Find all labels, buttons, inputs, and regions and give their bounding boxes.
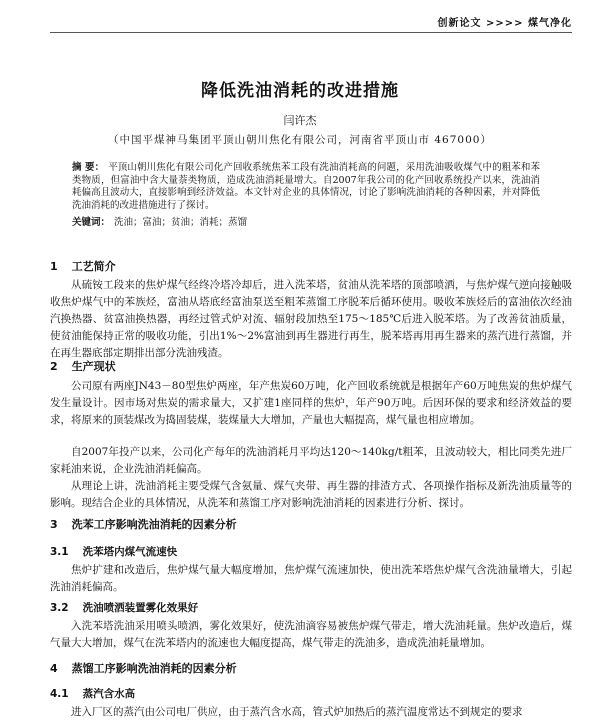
section-title: 蒸馏工序影响洗油消耗的因素分析 <box>71 662 237 675</box>
paragraph: 自2007年投产以来，公司化产每年的洗油消耗月平均达120～140kg/t粗苯，且波动较大，相比同类先进厂家耗油来说，企业洗油消耗偏高。 <box>50 446 572 475</box>
subsection-heading <box>50 600 198 615</box>
paragraph: 进入厂区的蒸汽由公司电厂供应，由于蒸汽含水高，管式炉加热后的蒸汽温度常达不到规定的要求 <box>71 706 523 718</box>
paragraph: 焦炉扩建和改造后，焦炉煤气量大幅度增加，焦炉煤气流速加快，使出洗苯塔焦炉煤气含洗油量增大，引起洗油消耗偏高。 <box>50 564 572 593</box>
section-heading <box>50 258 116 274</box>
section-number: 4.1 <box>50 688 69 700</box>
section-number: 2 <box>50 360 58 373</box>
paragraph: 从硫铵工段来的焦炉煤气经终冷塔冷却后，进入洗苯塔，贫油从洗苯塔的顶部喷洒，与焦炉煤气逆向接触吸收焦炉煤气中的苯族烃，富油从塔底经富油泵送至粗苯蒸馏工序脱苯后循环使用。吸收苯族烃后的富油依次经油汽换热器、贫富油换热器，再经过管式炉对流、辐射段加热至175～185℃后进入脱苯塔。为了改善贫油质量，使贫油能保持正常的吸收功能，引出1%～2%富油到再生器进行再生，脱苯塔再用再生器来的蒸汽进行蒸馏，并在再生器底部定期排出部分洗油残渣。 <box>50 279 572 359</box>
section-title: 蒸汽含水高 <box>82 688 136 700</box>
paragraph: 入洗苯塔洗油采用喷头喷洒，雾化效果好，使洗油滴容易被焦炉煤气带走，增大洗油耗量。焦炉改造后，煤气量大大增加，煤气在洗苯塔内的流速也大幅度提高，煤气带走的洗油多，造成洗油耗量增加。 <box>50 620 572 649</box>
author: 闫许杰 <box>283 114 317 127</box>
journal-header: 创新论文 >>>> 煤气净化 <box>437 18 572 29</box>
abstract-label: 摘 要： <box>72 162 105 173</box>
header-rule <box>50 32 572 33</box>
abstract-text: 平顶山朝川焦化有限公司化产回收系统焦苯工段有洗油消耗高的问题，采用洗油吸收煤气中的粗苯和苯类物质，但富油中含大量萘类物质，造成洗油消耗量增大。自2007年我公司的化产回收系统投产以来，洗油消耗偏高且波动大，直接影响到经济效益。本文针对企业的具体情况，讨论了影响洗油消耗的各种因素，并对降低洗油消耗的改进措施进行了探讨。 <box>72 162 540 211</box>
abstract <box>72 162 540 212</box>
keywords-label: 关键词： <box>72 217 111 228</box>
section-title: 洗油喷洒装置雾化效果好 <box>82 602 199 614</box>
section-number: 4 <box>50 662 58 675</box>
keywords-text: 洗油；富油；贫油；消耗；蒸馏 <box>114 217 248 228</box>
section-number: 1 <box>50 260 58 273</box>
affiliation: （中国平煤神马集团平顶山朝川焦化有限公司，河南省平顶山市 467000） <box>108 134 492 146</box>
paragraph: 从理论上讲，洗油消耗主要受煤气含氨量、煤气夹带、再生器的排渣方式、各项操作指标及新洗油质量等的影响。现结合企业的具体情况，从洗苯和蒸馏工序对影响洗油消耗的因素进行分析、探讨。 <box>50 480 572 509</box>
keywords <box>72 217 540 229</box>
section-heading <box>50 516 237 532</box>
paper-title: 降低洗油消耗的改进措施 <box>201 81 399 101</box>
section-heading <box>50 358 116 374</box>
section-title: 生产现状 <box>71 360 116 373</box>
subsection-heading <box>50 544 177 559</box>
section-heading <box>50 660 237 676</box>
section-number: 3.2 <box>50 602 69 614</box>
section-number: 3.1 <box>50 546 69 558</box>
subsection-heading <box>50 686 135 701</box>
section-title: 洗苯塔内煤气流速快 <box>82 546 178 558</box>
section-title: 工艺简介 <box>71 260 116 273</box>
paragraph: 公司原有两座JN43－80型焦炉两座，年产焦炭60万吨，化产回收系统就是根据年产60万吨焦炭的焦炉煤气发生量设计。因市场对焦炭的需求量大，又扩建1座同样的焦炉，年产90万吨。后因环保的要求和经济效益的要求，将原来的顶装煤改为捣固装煤，装煤量大大增加，产量也大幅提高，煤气量也相应增加。 <box>50 380 572 426</box>
section-number: 3 <box>50 518 58 531</box>
section-title: 洗苯工序影响洗油消耗的因素分析 <box>71 518 237 531</box>
